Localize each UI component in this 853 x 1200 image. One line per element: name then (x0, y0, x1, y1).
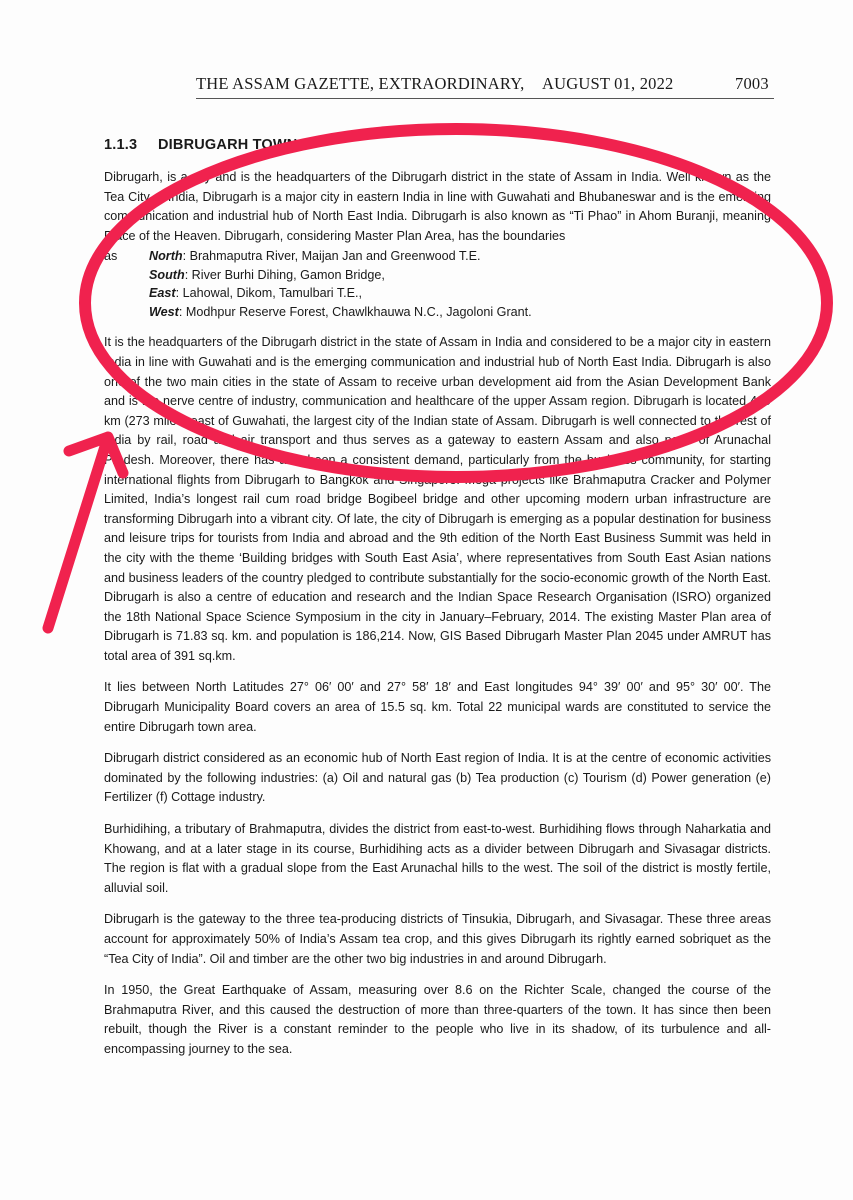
section-heading (104, 135, 771, 155)
body-paragraph-earthquake: In 1950, the Great Earthquake of Assam, measuring over 8.6 on the Richter Scale, changed the course of the Brahmaputra River, and this caused the destruction of more than three-quarters of the town. It has since then been rebuilt, though the River is a constant reminder to the people who live in its shadow, of its turbulence and all-encompassing journey to the sea. (104, 983, 771, 1056)
body-paragraph-coordinates: It lies between North Latitudes 27° 06′ 00′ and 27° 58′ 18′ and East longitudes 94° 39′ 00′ and 95° 30′ 00′. The Dibrugarh Municipality Board covers an area of 15.5 sq. km. Total 22 municipal wards are constituted to service the entire Dibrugarh town area. (104, 680, 771, 734)
direction-label: North (149, 249, 183, 264)
section-number: 1.1.3 (104, 137, 138, 153)
page-body (104, 135, 771, 1072)
boundary-text: : Brahmaputra River, Maijan Jan and Greenwood T.E. (182, 249, 481, 264)
boundary-south (104, 266, 771, 285)
direction-label: West (149, 304, 179, 319)
gazette-title: THE ASSAM GAZETTE, EXTRAORDINARY, (196, 74, 525, 93)
header-divider (196, 98, 774, 99)
boundary-text: : Modhpur Reserve Forest, Chawlkhauwa N.C., Jagoloni Grant. (178, 304, 532, 319)
intro-paragraph: Dibrugarh, is a city and is the headquarters of the Dibrugarh district in the state of Assam in India. Well known as the Tea City of India, Dibrugarh is a major city in eastern India in line with Guwahati and Bhubaneswar and is the emerging communication and industrial hub of North East India. Dibrugarh is also known as “Ti Phao” in Ahom Buranji, meaning Place of the Heaven. Dibrugarh, considering Master Plan Area, has the boundaries (104, 170, 771, 243)
boundary-lead: as (104, 249, 118, 264)
body-paragraph-tea: Dibrugarh is the gateway to the three tea-producing districts of Tinsukia, Dibrugarh, and Sivasagar. These three areas account for approximately 50% of India’s Assam tea crop, and this gives Dibrugarh its rightly earned sobriquet as the “Tea City of India”. Oil and timber are the other two big industries in and around Dibrugarh. (104, 912, 771, 966)
section-title: DIBRUGARH TOWN (158, 137, 298, 153)
direction-label: South (149, 267, 185, 282)
page-number: 7003 (735, 74, 769, 93)
direction-label: East (149, 286, 176, 301)
boundary-west (104, 303, 771, 322)
boundary-list (104, 247, 771, 321)
boundary-north (104, 247, 771, 266)
boundary-text: : Lahowal, Dikom, Tamulbari T.E., (175, 286, 363, 301)
boundary-east (104, 284, 771, 303)
body-paragraph-headquarters: It is the headquarters of the Dibrugarh district in the state of Assam in India and considered to be a major city in eastern India in line with Guwahati and is the emerging communication and industrial hub of North East India. Dibrugarh is also one of the two main cities in the state of Assam to receive urban development aid from the Asian Development Bank and is the nerve centre of industry, communication and healthcare of the upper Assam region. Dibrugarh is located 439 km (273 miles) east of Guwahati, the largest city of the Indian state of Assam. Dibrugarh is well connected to the rest of India by rail, road and air transport and thus serves as a gateway to eastern Assam and also parts of Arunachal Pradesh. Moreover, there has also been a consistent demand, particularly from the business community, for starting international flights from Dibrugarh to Bangkok and Singapore. Mega projects like Brahmaputra Cracker and Polymer Limited, India’s longest rail cum road bridge Bogibeel bridge and other upcoming modern urban infrastructure are transforming Dibrugarh into a vibrant city. Of late, the city of Dibrugarh is emerging as a popular destination for business and leisure trips for tourists from India and abroad and the 9th edition of the North East Business Summit was held in the city with the theme ‘Building bridges with South East Asia’, where representatives from South East Asian nations and business leaders of the country pledged to contribute substantially for the socio-economic growth of the North East. Dibrugarh is also a centre of education and research and the Indian Space Research Organisation (ISRO) organized the 18th National Space Science Symposium in the city in January–February, 2014. The existing Master Plan area of Dibrugarh is 71.83 sq. km. and population is 186,214. Now, GIS Based Dibrugarh Master Plan 2045 under AMRUT has total area of 391 sq.km. (104, 335, 771, 663)
gazette-date: AUGUST 01, 2022 (542, 74, 674, 93)
body-paragraph-river: Burhidihing, a tributary of Brahmaputra, divides the district from east-to-west. Burhidihing flows through Naharkatia and Khowang, and at a later stage in its course, Burhidihing acts as a divider between Dibrugarh and Sivasagar districts. The region is flat with a gradual slope from the East Arunachal hills to the west. The soil of the district is mostly fertile, alluvial soil. (104, 822, 771, 895)
boundary-text: : River Burhi Dihing, Gamon Bridge, (184, 267, 385, 282)
body-paragraph-economy: Dibrugarh district considered as an economic hub of North East region of India. It is at the centre of economic activities dominated by the following industries: (a) Oil and natural gas (b) Tea production (c) Tourism (d) Power generation (e) Fertilizer (f) Cottage industry. (104, 751, 771, 805)
